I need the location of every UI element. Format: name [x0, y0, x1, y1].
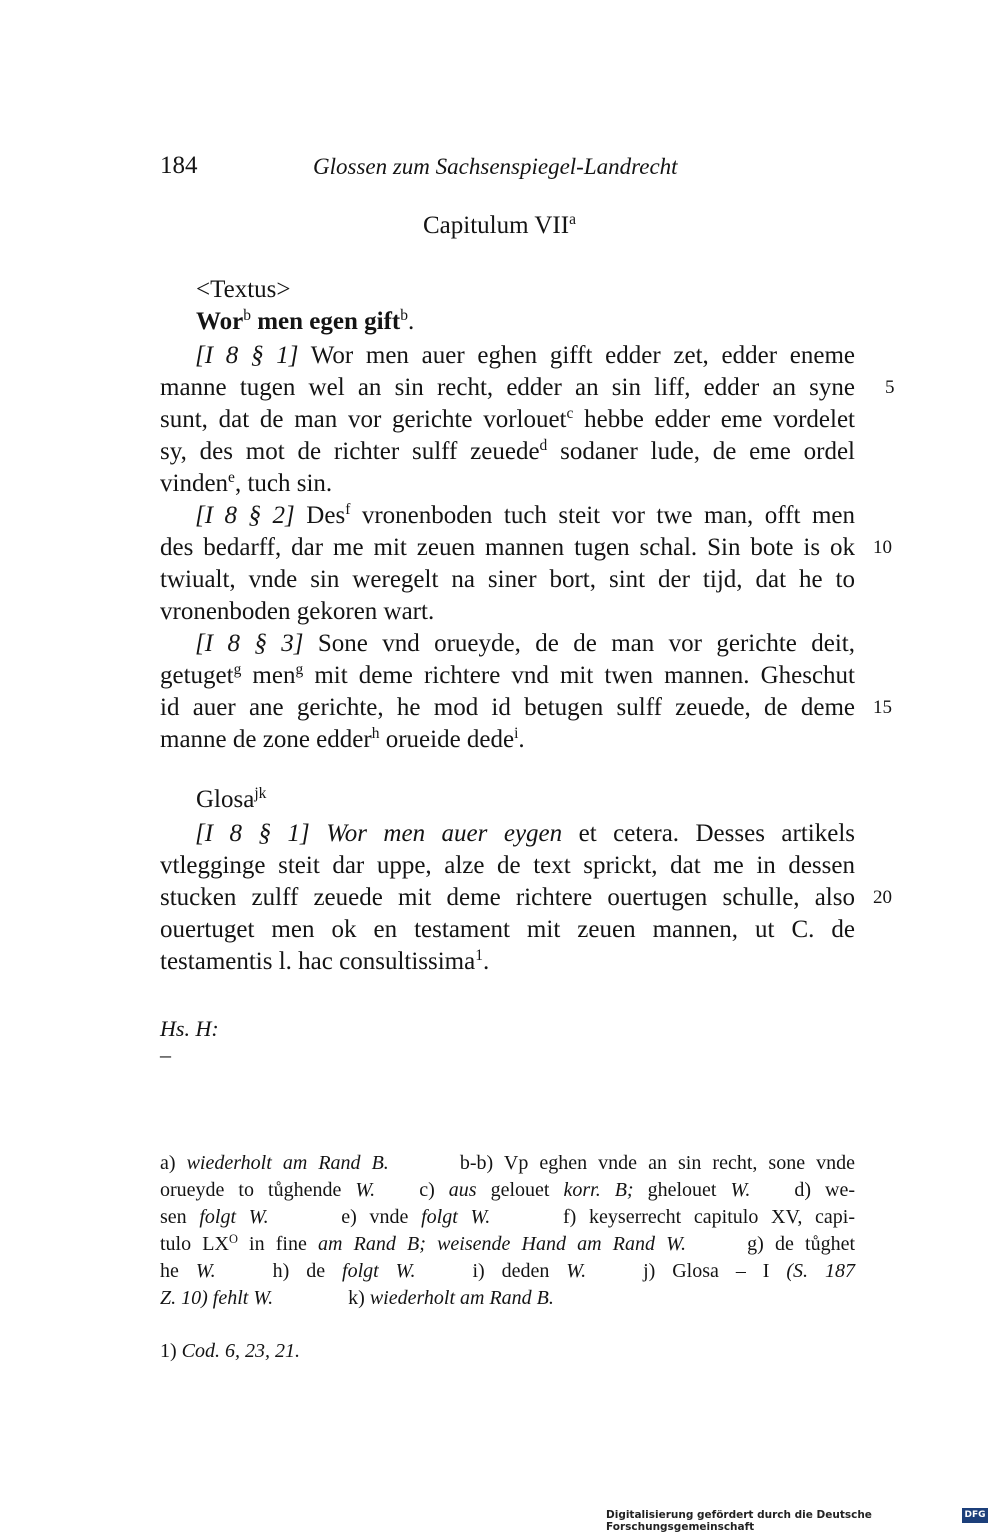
fn-italic: Z. 10) fehlt W.: [160, 1287, 274, 1309]
fn-italic: aus: [448, 1179, 477, 1201]
footnote-marker: c: [566, 404, 574, 422]
page-number: 184: [160, 152, 198, 179]
text-line: twiualt, vnde sin weregelt na siner bort, sint der tijd, dat he to: [160, 566, 855, 593]
fn-text: h) de: [272, 1260, 343, 1282]
line-text: sodaner lude, de eme ordel: [547, 438, 855, 465]
text-line: [160, 660, 855, 692]
fn-text: j) Glosa – I: [643, 1260, 787, 1282]
dfg-logo-text: DFG: [964, 1510, 986, 1520]
digitization-credit: Digitalisierung gefördert durch die Deutsche Forschungsgemeinschaft: [606, 1509, 872, 1533]
glosa-line: [160, 818, 855, 850]
fn-text: c): [419, 1179, 449, 1201]
fn-marker: O: [228, 1231, 238, 1246]
fn-italic: W.: [566, 1260, 587, 1282]
rubric-text: men egen gift: [250, 308, 401, 335]
glosa-line: [160, 946, 855, 978]
rubric-marker: b: [243, 306, 251, 324]
line-text: mit deme richtere vnd mit twen mannen. Gheschut: [303, 662, 855, 689]
fn-italic: W.: [195, 1260, 216, 1282]
footnote-line: [160, 1285, 855, 1312]
chapter-title-text: Capitulum VII: [423, 212, 570, 239]
section-ref: [I 8 § 2]: [195, 502, 295, 529]
line-text: Des: [294, 502, 346, 529]
footnote-line: [160, 1150, 855, 1177]
fn-text: ghelouet: [633, 1179, 731, 1201]
fn-italic: wiederholt am Rand B.: [186, 1152, 389, 1174]
line-text: vronenboden tuch steit vor twe man, offt men: [350, 502, 855, 529]
text-line: [160, 724, 855, 756]
fn-text: k): [348, 1287, 370, 1309]
source-note-citation: Cod. 6, 23, 21.: [181, 1340, 301, 1362]
fn-italic: folgt W.: [342, 1260, 416, 1282]
text-line: [160, 468, 855, 500]
glosa-footnote-marker: jk: [254, 784, 267, 802]
rubric: [196, 308, 414, 336]
fn-italic: W.: [730, 1179, 751, 1201]
text-line: [160, 628, 855, 660]
line-number: 20: [873, 887, 892, 908]
fn-text: e) vnde: [341, 1206, 422, 1228]
fn-text: g) de tůghet: [747, 1233, 856, 1255]
line-text: men: [241, 662, 296, 689]
line-text: , tuch sin.: [234, 470, 333, 497]
fn-italic: folgt W.: [199, 1206, 269, 1228]
fn-text: d) we-: [794, 1179, 856, 1201]
fn-text: orueyde to tůghende: [160, 1179, 356, 1201]
fn-text: a): [160, 1152, 187, 1174]
dfg-logo: [962, 1508, 988, 1523]
text-line: vronenboden gekoren wart.: [160, 598, 435, 625]
line-text: sy, des mot de richter sulff zeuede: [160, 438, 540, 465]
line-number: 10: [873, 537, 892, 558]
line-text: sunt, dat de man vor gerichte vorlouet: [160, 406, 567, 433]
rubric-text: Wor: [196, 308, 244, 335]
line-text: getuget: [160, 662, 234, 689]
line-text: et cetera. Desses artikels: [562, 820, 855, 847]
footnote-marker: g: [295, 660, 304, 678]
source-note-number: 1): [160, 1340, 182, 1362]
line-text: Sone vnd orueyde, de de man vor gerichte deit,: [303, 630, 855, 657]
line-text: testamentis l. hac consultissima: [160, 948, 476, 975]
fn-text: tulo LX: [160, 1233, 229, 1255]
source-note: [160, 1338, 855, 1365]
footnote-line: [160, 1231, 855, 1258]
text-line: [160, 404, 855, 436]
text-line: [160, 436, 855, 468]
footnote-marker: f: [345, 500, 351, 518]
line-text: manne de zone edder: [160, 726, 372, 753]
fn-italic: (S. 187: [786, 1260, 855, 1282]
text-line: manne tugen wel an sin recht, edder an sin liff, edder an syne: [160, 374, 855, 401]
glosa-line: stucken zulff zeuede mit deme richtere ouertugen schulle, also: [160, 884, 855, 911]
footnote-marker: g: [233, 660, 242, 678]
glosa-line: ouertuget men ok en testament mit zeuen mannen, ut C. de: [160, 916, 855, 943]
section-ref: [I 8 § 1]: [195, 820, 310, 847]
footnote-marker: 1: [475, 946, 483, 964]
glosa-heading-text: Glosa: [196, 786, 255, 813]
line-text: hebbe edder eme vordelet: [573, 406, 856, 433]
textus-heading: <Textus>: [196, 276, 291, 303]
fn-italic: am Rand B; weisende Hand am Rand W.: [318, 1233, 686, 1255]
footnote-marker: i: [514, 724, 519, 742]
glosa-heading: [196, 786, 266, 814]
fn-italic: wiederholt am Rand B.: [369, 1287, 554, 1309]
manuscript-dash: –: [160, 1042, 171, 1067]
fn-italic: korr. B;: [563, 1179, 634, 1201]
text-line: des bedarff, dar me mit zeuen mannen tugen schal. Sin bote is ok: [160, 534, 855, 561]
fn-text: in fine: [237, 1233, 319, 1255]
chapter-title-footnote-marker: a: [569, 210, 576, 228]
running-title: Glossen zum Sachsenspiegel-Landrecht: [313, 154, 678, 179]
rubric-text: .: [408, 308, 415, 335]
manuscript-label: Hs. H:: [160, 1016, 219, 1041]
chapter-title: [423, 212, 576, 240]
line-text: orueide dede: [379, 726, 515, 753]
text-line: [160, 340, 855, 372]
footnote-marker: d: [539, 436, 548, 454]
line-text: .: [518, 726, 525, 753]
text-line: [160, 500, 855, 532]
fn-italic: folgt W.: [421, 1206, 491, 1228]
line-number: 5: [885, 377, 895, 398]
footnote-marker: e: [228, 468, 235, 486]
line-text: vinden: [160, 470, 229, 497]
fn-text: gelouet: [476, 1179, 564, 1201]
fn-italic: W.: [355, 1179, 376, 1201]
fn-text: f) keyserrecht capitulo XV, capi-: [563, 1206, 856, 1228]
lemma: Wor men auer eygen: [326, 820, 563, 847]
line-number: 15: [873, 697, 892, 718]
fn-text: i) deden: [472, 1260, 567, 1282]
fn-text: b-b) Vp eghen vnde an sin recht, sone vnde: [459, 1152, 856, 1174]
section-ref: [I 8 § 1]: [195, 342, 299, 369]
line-text: Wor men auer eghen gifft edder zet, edder eneme: [298, 342, 855, 369]
footnote-line: [160, 1204, 855, 1231]
footnote-line: [160, 1258, 855, 1285]
footnote-marker: h: [371, 724, 380, 742]
glosa-line: vtlegginge steit dar uppe, alze de text sprickt, dat me in dessen: [160, 852, 855, 879]
fn-text: sen: [160, 1206, 200, 1228]
section-ref: [I 8 § 3]: [195, 630, 304, 657]
fn-text: he: [160, 1260, 196, 1282]
line-text: .: [482, 948, 490, 975]
rubric-marker: b: [400, 306, 408, 324]
text-line: id auer ane gerichte, he mod id betugen sulff zeuede, de deme: [160, 694, 855, 721]
footnote-line: [160, 1177, 855, 1204]
